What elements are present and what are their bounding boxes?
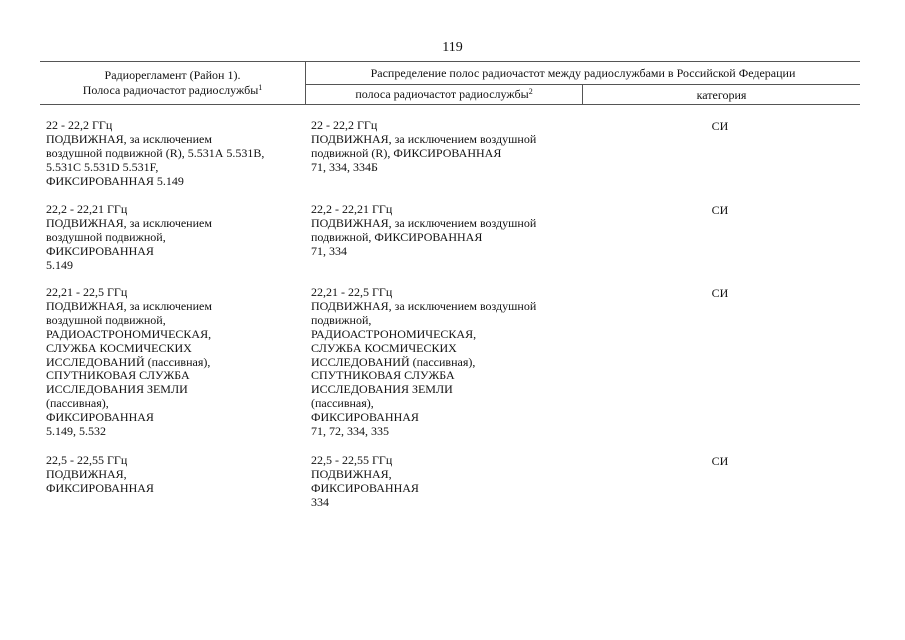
header-right-top: Распределение полос радиочастот между радиослужбами в Российской Федерации (370, 66, 796, 80)
header-left-line2 (40, 83, 305, 98)
row-1-rr-cell: 22 - 22,2 ГГц ПОДВИЖНАЯ, за исключением воздушной подвижной (R), 5.531А 5.531В, 5.531С 5.531D 5.531F, ФИКСИРОВАННАЯ 5.149 (46, 118, 265, 188)
row-2-category: СИ (711, 203, 729, 217)
header-right-band-text: полоса радиочастот радиослужбы (355, 87, 529, 101)
row-1-rf-cell: 22 - 22,2 ГГц ПОДВИЖНАЯ, за исключением воздушной подвижной (R), ФИКСИРОВАННАЯ 71, 334, 334Б (311, 118, 537, 174)
row-4-rf-cell: 22,5 - 22,55 ГГц ПОДВИЖНАЯ, ФИКСИРОВАННАЯ 334 (311, 453, 419, 509)
row-3-category: СИ (711, 286, 729, 300)
row-3-rr-cell: 22,21 - 22,5 ГГц ПОДВИЖНАЯ, за исключением воздушной подвижной, РАДИОАСТРОНОМИЧЕСКАЯ, СЛУЖБА КОСМИЧЕСКИХ ИССЛЕДОВАНИЙ (пассивная), СПУТНИКОВАЯ СЛУЖБА ИССЛЕДОВАНИЯ ЗЕМЛИ (пассивная), ФИКСИРОВАННАЯ 5.149, 5.532 (46, 285, 212, 439)
row-2-rr-cell: 22,2 - 22,21 ГГц ПОДВИЖНАЯ, за исключением воздушной подвижной, ФИКСИРОВАННАЯ 5.149 (46, 202, 212, 272)
row-4-category: СИ (711, 454, 729, 468)
row-3-rf-cell: 22,21 - 22,5 ГГц ПОДВИЖНАЯ, за исключением воздушной подвижной, РАДИОАСТРОНОМИЧЕСКАЯ, СЛУЖБА КОСМИЧЕСКИХ ИССЛЕДОВАНИЙ (пассивная), СПУТНИКОВАЯ СЛУЖБА ИССЛЕДОВАНИЯ ЗЕМЛИ (пассивная), ФИКСИРОВАННАЯ 71, 72, 334, 335 (311, 285, 537, 439)
header-right-band (306, 87, 582, 102)
page-number: 119 (442, 40, 463, 55)
row-2-rf-cell: 22,2 - 22,21 ГГц ПОДВИЖНАЯ, за исключением воздушной подвижной, ФИКСИРОВАННАЯ 71, 334 (311, 202, 537, 258)
footnote-1-marker: 1 (258, 83, 263, 92)
header-bottom-rule (40, 104, 860, 105)
row-4-rr-cell: 22,5 - 22,55 ГГц ПОДВИЖНАЯ, ФИКСИРОВАННАЯ (46, 453, 154, 495)
row-1-category: СИ (711, 119, 729, 133)
header-left-line1: Радиорегламент (Район 1). (104, 68, 241, 82)
footnote-2-marker: 2 (528, 87, 533, 96)
header-right-category: категория (696, 88, 747, 102)
header-left (40, 68, 305, 98)
table-top-rule (40, 61, 860, 62)
header-left-line2-text: Полоса радиочастот радиослужбы (82, 83, 259, 97)
